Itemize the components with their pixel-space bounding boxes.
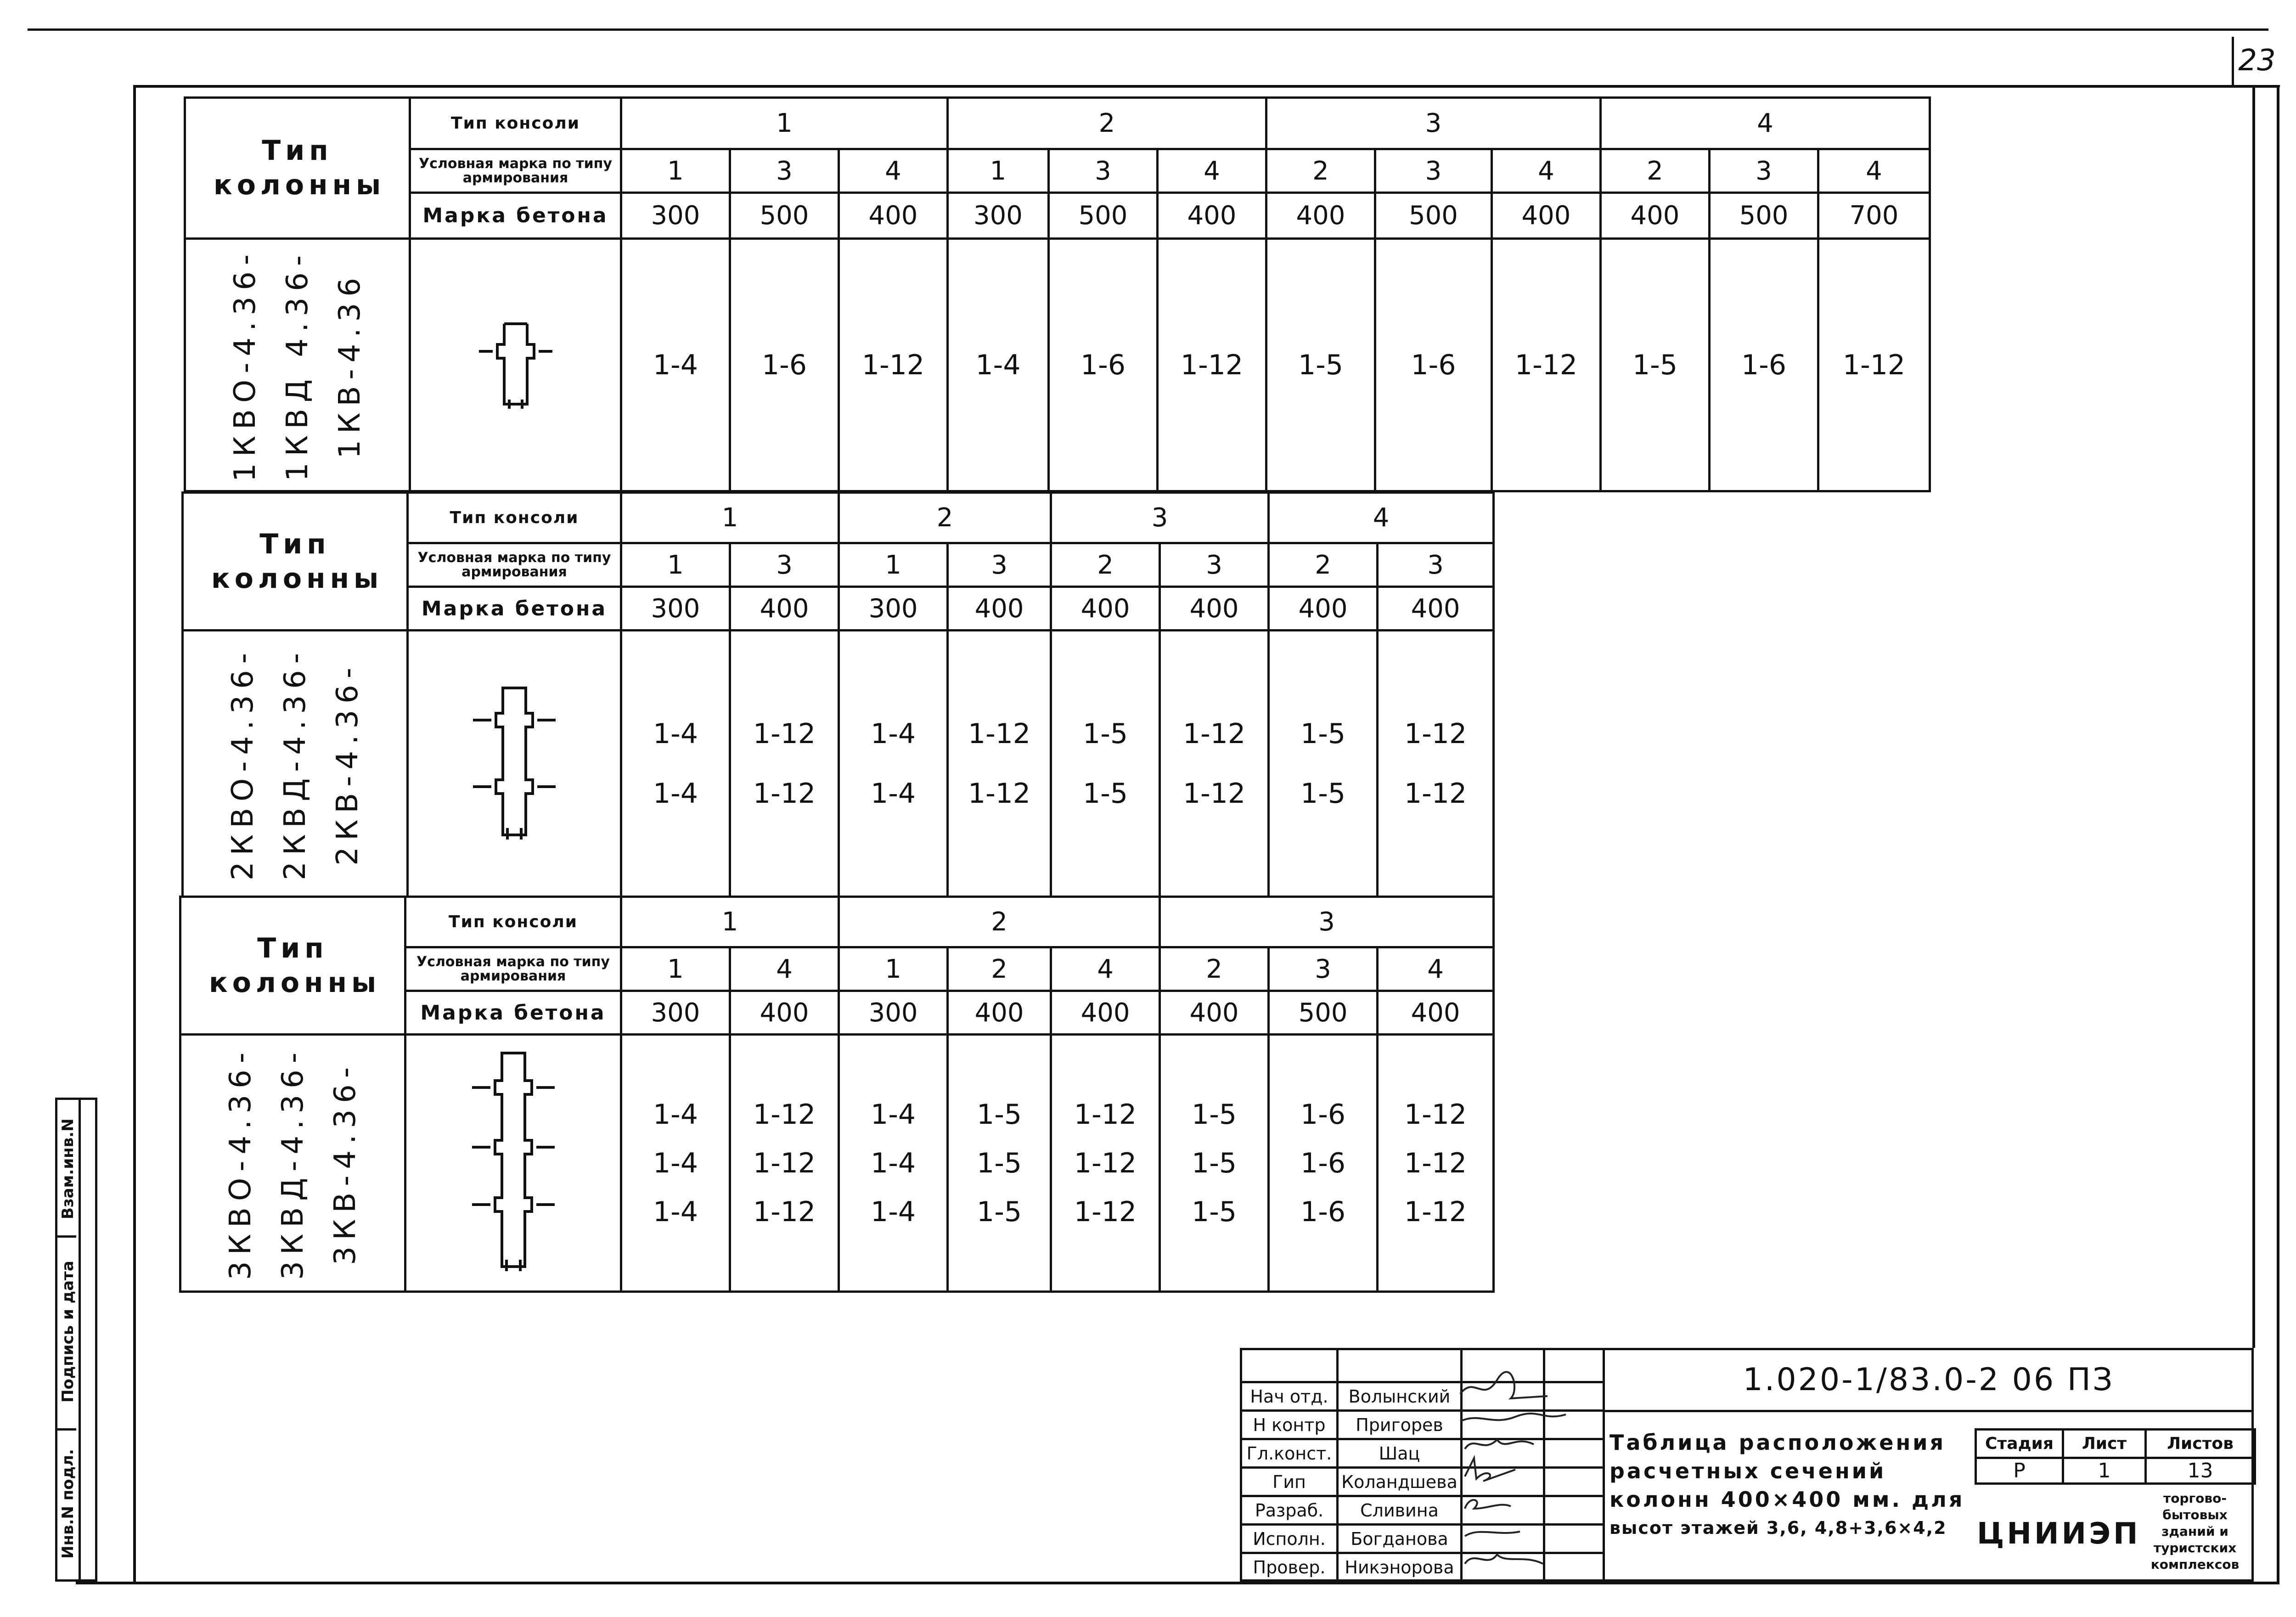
- t3-concrete: 400: [730, 991, 839, 1035]
- t1-col-type-label: Тип колонны: [185, 98, 410, 239]
- t2-concrete: 400: [948, 587, 1051, 631]
- stamp-role: Гл.конст.: [1241, 1439, 1338, 1468]
- t3-reinf: 2: [948, 947, 1051, 991]
- t2-value: 1-12: [1404, 777, 1467, 810]
- t3-value: 1-12: [753, 1147, 816, 1179]
- t2-console-2: 2: [839, 493, 1051, 543]
- frame-right: [2277, 85, 2279, 1584]
- stamp-org-sub-line: зданий и: [2161, 1524, 2228, 1539]
- page-number: 23: [2238, 44, 2276, 78]
- t2-value: 1-5: [1300, 777, 1346, 810]
- t2-concrete: 300: [839, 587, 948, 631]
- stamp-role: Разраб.: [1241, 1496, 1338, 1525]
- t1-concrete: 500: [1710, 193, 1818, 239]
- t2-value: 1-5: [1083, 717, 1128, 750]
- column-sketch-3-consoles: [472, 1048, 555, 1278]
- t1-reinf: 4: [1818, 149, 1930, 193]
- stamp-role: Гип: [1241, 1468, 1338, 1496]
- t1-value: 1-4: [948, 239, 1049, 491]
- t1-console-1: 1: [621, 98, 948, 149]
- t1-value: 1-6: [1710, 239, 1818, 491]
- stamp-title-line: расчетных сечений: [1609, 1459, 1886, 1483]
- t2-value: 1-12: [968, 717, 1031, 750]
- t3-value: 1-5: [977, 1098, 1022, 1131]
- t3-value: 1-12: [753, 1195, 816, 1228]
- t2-concrete: 400: [1051, 587, 1160, 631]
- stamp-name: Коландшева: [1338, 1468, 1462, 1496]
- t3-concrete: 400: [948, 991, 1051, 1035]
- t1-concrete: 400: [1266, 193, 1375, 239]
- stamp-stage: Р: [1976, 1458, 2063, 1484]
- stamp-name: Волынский: [1338, 1382, 1462, 1411]
- t2-col-type-label: Тип колонны: [183, 493, 408, 631]
- t2-column-name: 2КВД-4.36-: [278, 647, 312, 880]
- t3-concrete: 400: [1160, 991, 1269, 1035]
- t1-concrete: 400: [1158, 193, 1266, 239]
- t3-concrete: 400: [1051, 991, 1160, 1035]
- t2-concrete: 300: [621, 587, 730, 631]
- t2-value: 1-4: [871, 777, 916, 810]
- t2-reinf: 2: [1269, 543, 1378, 587]
- stamp-title-line: высот этажей 3,6, 4,8+3,6×4,2: [1609, 1518, 1947, 1538]
- t1-value: 1-6: [730, 239, 839, 491]
- t3-value: 1-5: [977, 1147, 1022, 1179]
- stamp-org-sub-line: комплексов: [2150, 1557, 2240, 1572]
- t2-value: 1-12: [1182, 717, 1246, 750]
- top-edge-line: [28, 28, 2268, 31]
- t1-row-label-console: Тип консоли: [410, 98, 621, 149]
- t3-value: 1-12: [753, 1098, 816, 1131]
- t3-console-1: 1: [621, 897, 839, 947]
- t2-reinf: 2: [1051, 543, 1160, 587]
- t1-console-4: 4: [1601, 98, 1930, 149]
- t2-concrete: 400: [730, 587, 839, 631]
- t1-reinf: 1: [948, 149, 1049, 193]
- stamp-org-sub: [2140, 1490, 2250, 1573]
- t1-reinf: 3: [730, 149, 839, 193]
- t3-value: 1-6: [1300, 1147, 1346, 1179]
- t3-reinf: 4: [730, 947, 839, 991]
- t3-concrete: 400: [1378, 991, 1494, 1035]
- t2-column-names: [183, 631, 408, 897]
- t3-column-name: 3КВД-4.36-: [276, 1046, 310, 1280]
- t2-reinf: 3: [1160, 543, 1269, 587]
- t2-value: 1-12: [753, 777, 816, 810]
- t3-value: 1-5: [1192, 1195, 1237, 1228]
- t1-column-name: 1КВО-4.36-: [228, 248, 262, 482]
- t3-value: 1-5: [977, 1195, 1022, 1228]
- t3-value: 1-5: [1192, 1147, 1237, 1179]
- t1-value: 1-12: [1492, 239, 1601, 491]
- t1-concrete: 700: [1818, 193, 1930, 239]
- t2-console-3: 3: [1051, 493, 1269, 543]
- t3-column-names: [180, 1035, 405, 1292]
- table-3: [179, 896, 1495, 1293]
- t2-console-4: 4: [1269, 493, 1494, 543]
- t3-concrete: 300: [621, 991, 730, 1035]
- t1-console-3: 3: [1266, 98, 1601, 149]
- t3-value: 1-6: [1300, 1195, 1346, 1228]
- t2-value: 1-12: [1404, 717, 1467, 750]
- stamp-name: Никэнорова: [1338, 1553, 1462, 1582]
- t1-value: 1-5: [1266, 239, 1375, 491]
- t1-value: 1-12: [1158, 239, 1266, 491]
- stamp-title-line: колонн 400×400 мм. для: [1609, 1487, 1965, 1512]
- t3-value: 1-12: [1074, 1147, 1137, 1179]
- t1-concrete: 400: [1492, 193, 1601, 239]
- t3-row-label-reinf: Условная марка по типу армирования: [405, 947, 621, 991]
- t3-reinf: 1: [839, 947, 948, 991]
- t2-concrete: 400: [1378, 587, 1494, 631]
- t3-column-sketch: [405, 1035, 621, 1292]
- t1-reinf: 4: [1492, 149, 1601, 193]
- frame-top: [133, 85, 2278, 88]
- t2-reinf: 1: [621, 543, 730, 587]
- t1-concrete: 400: [1601, 193, 1710, 239]
- t1-value: 1-5: [1601, 239, 1710, 491]
- t3-reinf: 4: [1378, 947, 1494, 991]
- t3-reinf: 4: [1051, 947, 1160, 991]
- t1-concrete: 400: [839, 193, 948, 239]
- t3-value: 1-5: [1192, 1098, 1237, 1131]
- t2-row-label-reinf: Условная марка по типу армирования: [408, 543, 621, 587]
- stamp-sheet-label: Лист: [2063, 1430, 2146, 1458]
- t3-value: 1-4: [871, 1195, 916, 1228]
- stamp-role: Н контр: [1241, 1411, 1338, 1439]
- t3-reinf: 2: [1160, 947, 1269, 991]
- t3-col-type-label: Тип колонны: [180, 897, 405, 1035]
- t3-console-3: 3: [1160, 897, 1494, 947]
- t2-reinf: 3: [730, 543, 839, 587]
- t3-value: 1-12: [1404, 1147, 1467, 1179]
- t3-value: 1-12: [1404, 1098, 1467, 1131]
- stamp-org-sub-line: торгово-: [2163, 1491, 2227, 1506]
- t3-value: 1-12: [1074, 1195, 1137, 1228]
- t1-reinf: 4: [1158, 149, 1266, 193]
- t3-reinf: 1: [621, 947, 730, 991]
- stamp-name: Сливина: [1338, 1496, 1462, 1525]
- stamp-role: Провер.: [1241, 1553, 1338, 1582]
- t1-column-names: [185, 239, 410, 491]
- t1-column-name: 1КВ-4.36: [332, 271, 367, 459]
- t3-value: 1-4: [653, 1098, 698, 1131]
- t1-console-2: 2: [948, 98, 1266, 149]
- t1-row-label-reinf: Условная марка по типу армирования: [410, 149, 621, 193]
- t3-row-label-console: Тип консоли: [405, 897, 621, 947]
- t2-reinf: 1: [839, 543, 948, 587]
- stamp-doc-code: 1.020-1/83.0-2 06 ПЗ: [1743, 1362, 2115, 1398]
- t1-concrete: 300: [948, 193, 1049, 239]
- t1-concrete: 300: [621, 193, 730, 239]
- t3-row-label-concrete: Марка бетона: [405, 991, 621, 1035]
- t2-console-1: 1: [621, 493, 839, 543]
- stamp-title-line: Таблица расположения: [1609, 1430, 1946, 1455]
- t3-value: 1-4: [653, 1195, 698, 1228]
- t2-value: 1-4: [871, 717, 916, 750]
- t1-value: 1-12: [1818, 239, 1930, 491]
- t2-row-label-console: Тип консоли: [408, 493, 621, 543]
- t1-row-label-concrete: Марка бетона: [410, 193, 621, 239]
- table-2: [181, 491, 1495, 898]
- t1-column-sketch: [410, 239, 621, 491]
- t1-value: 1-4: [621, 239, 730, 491]
- t2-value: 1-12: [753, 717, 816, 750]
- t3-value: 1-4: [653, 1147, 698, 1179]
- frame-right-inner: [2252, 85, 2255, 1348]
- stamp-sheet: 1: [2063, 1458, 2146, 1484]
- stamp-title: [1609, 1428, 1977, 1542]
- signature-scribbles: [1456, 1371, 1575, 1578]
- t1-concrete: 500: [1375, 193, 1492, 239]
- t3-value: 1-12: [1074, 1098, 1137, 1131]
- side-label-inv: Инв.N подл.: [59, 1449, 77, 1559]
- stamp-stage-grid: [1975, 1428, 2256, 1485]
- t1-reinf: 2: [1266, 149, 1375, 193]
- stamp-name: Пригорев: [1338, 1411, 1462, 1439]
- t1-reinf: 3: [1375, 149, 1492, 193]
- stamp-role: Исполн.: [1241, 1525, 1338, 1553]
- t2-value: 1-12: [968, 777, 1031, 810]
- t3-value: 1-12: [1404, 1195, 1467, 1228]
- stamp-name: Шац: [1338, 1439, 1462, 1468]
- stamp-org: ЦНИИЭП: [1977, 1517, 2141, 1551]
- t2-reinf: 3: [1378, 543, 1494, 587]
- stamp-stage-label: Стадия: [1976, 1430, 2063, 1458]
- t1-value: 1-6: [1049, 239, 1158, 491]
- t1-reinf: 1: [621, 149, 730, 193]
- t2-value: 1-5: [1300, 717, 1346, 750]
- t3-value: 1-6: [1300, 1098, 1346, 1131]
- t3-column-name: 3КВО-4.36-: [223, 1046, 258, 1280]
- t1-concrete: 500: [1049, 193, 1158, 239]
- t1-value: 1-12: [839, 239, 948, 491]
- t3-reinf: 3: [1269, 947, 1378, 991]
- t2-row-label-concrete: Марка бетона: [408, 587, 621, 631]
- side-label-sign: Подпись и дата: [59, 1261, 77, 1403]
- t3-column-name: 3КВ-4.36-: [328, 1061, 362, 1265]
- t2-column-sketch: [408, 631, 621, 897]
- t2-value: 1-4: [653, 717, 698, 750]
- t2-concrete: 400: [1269, 587, 1378, 631]
- table-1: [184, 96, 1931, 492]
- t3-value: 1-4: [871, 1098, 916, 1131]
- frame-bottom: [76, 1582, 2278, 1584]
- t3-concrete: 300: [839, 991, 948, 1035]
- stamp-name: Богданова: [1338, 1525, 1462, 1553]
- t2-concrete: 400: [1160, 587, 1269, 631]
- side-label-vzam: Взам.инв.N: [59, 1118, 77, 1219]
- stamp-sheets: 13: [2146, 1458, 2255, 1484]
- frame-left: [133, 85, 136, 1584]
- stamp-sheets-label: Листов: [2146, 1430, 2255, 1458]
- t1-reinf: 4: [839, 149, 948, 193]
- t1-reinf: 3: [1049, 149, 1158, 193]
- t2-value: 1-12: [1182, 777, 1246, 810]
- column-sketch-2-consoles: [473, 681, 556, 846]
- t1-reinf: 3: [1710, 149, 1818, 193]
- t2-value: 1-4: [653, 777, 698, 810]
- column-sketch-1-console: [479, 315, 552, 416]
- t3-value: 1-4: [871, 1147, 916, 1179]
- t1-value: 1-6: [1375, 239, 1492, 491]
- stamp-org-sub-line: бытовых: [2162, 1507, 2228, 1522]
- t1-column-name: 1КВД 4.36-: [280, 248, 315, 481]
- t2-column-name: 2КВО-4.36-: [225, 646, 260, 881]
- t2-column-name: 2КВ-4.36-: [330, 661, 365, 866]
- t3-console-2: 2: [839, 897, 1160, 947]
- t2-value: 1-5: [1083, 777, 1128, 810]
- stamp-role: Нач отд.: [1241, 1382, 1338, 1411]
- stamp-code-divider: [1603, 1410, 2254, 1412]
- t1-concrete: 500: [730, 193, 839, 239]
- t3-concrete: 500: [1269, 991, 1378, 1035]
- t1-reinf: 2: [1601, 149, 1710, 193]
- t2-reinf: 3: [948, 543, 1051, 587]
- stamp-org-sub-line: туристских: [2153, 1540, 2237, 1555]
